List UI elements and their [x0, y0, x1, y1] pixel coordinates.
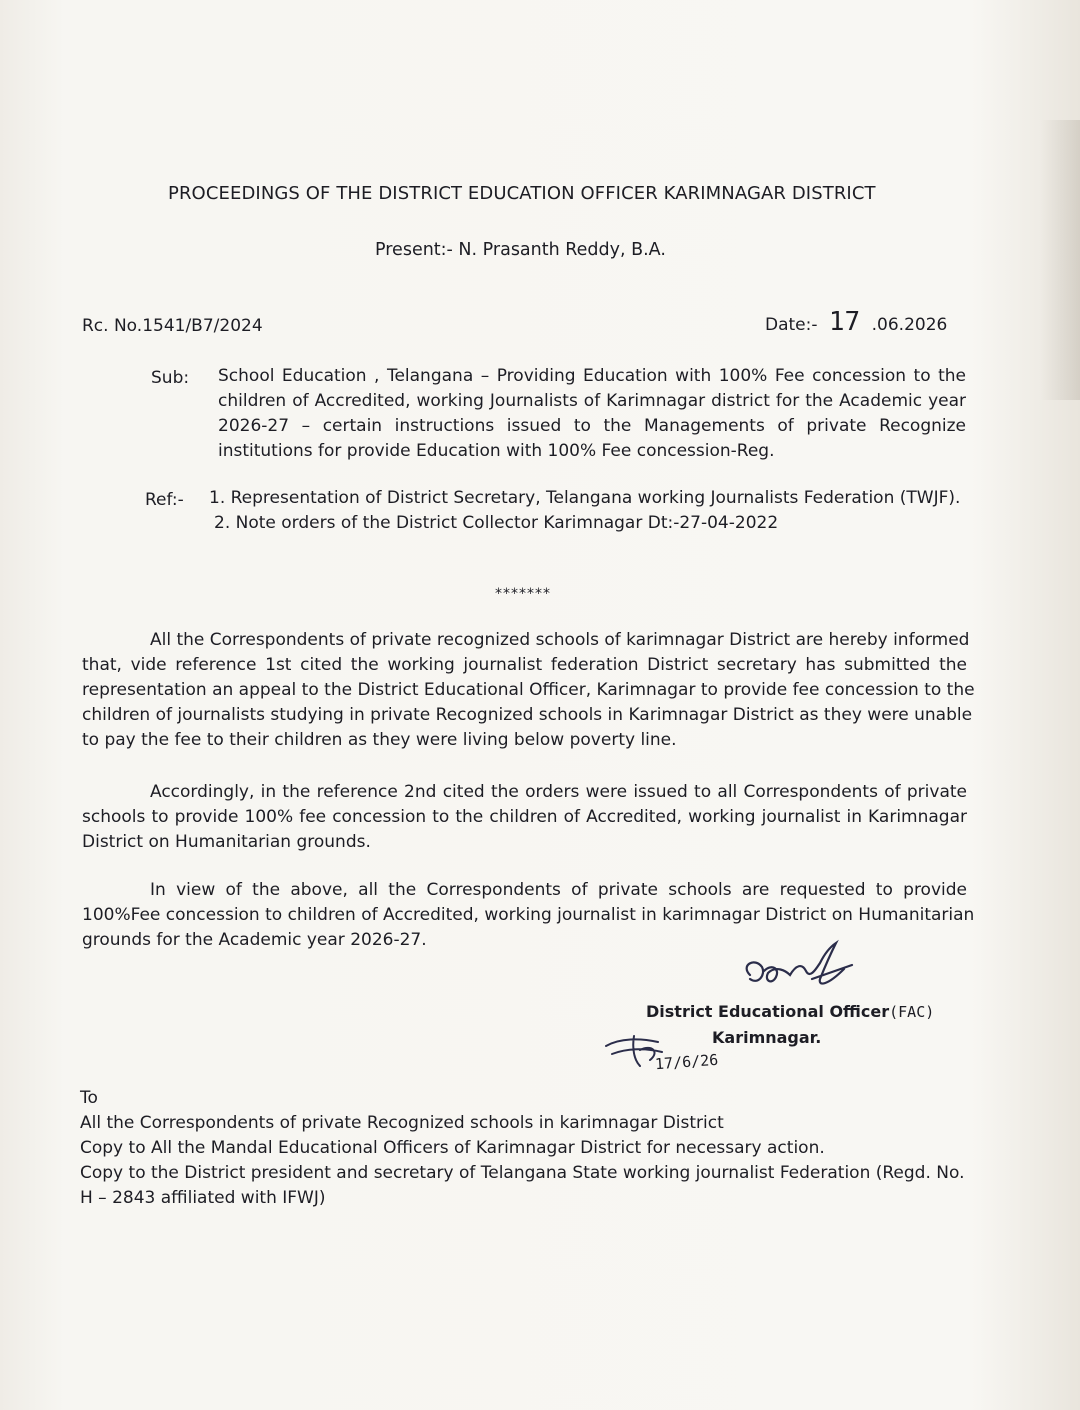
present-officer: Present:- N. Prasanth Reddy, B.A.: [375, 240, 666, 260]
paragraph-line: that, vide reference 1st cited the working journalist federation District secretary has submitted the: [82, 655, 967, 675]
document-date: [765, 307, 948, 337]
paragraph-line: schools to provide 100% fee concession to the children of Accredited, working journalist in Karimnagar: [82, 807, 967, 827]
paragraph-line: 100%Fee concession to children of Accredited, working journalist in karimnagar District on Humanitarian: [82, 905, 975, 925]
distribution-line: Copy to All the Mandal Educational Officers of Karimnagar District for necessary action.: [80, 1138, 825, 1158]
date-day-handwritten: 17: [828, 307, 861, 337]
date-prefix: Date:-: [765, 315, 818, 335]
subject-line: children of Accredited, working Journalists of Karimnagar district for the Academic year: [218, 391, 966, 411]
date-month-year: .06.2026: [871, 315, 948, 335]
distribution-line: Copy to the District president and secretary of Telangana State working journalist Federation (Regd. No.: [80, 1163, 965, 1183]
subject-line: institutions for provide Education with 100% Fee concession-Reg.: [218, 441, 775, 461]
subject-label: Sub:: [151, 368, 190, 388]
section-separator: *******: [495, 586, 551, 602]
paragraph-line: Accordingly, in the reference 2nd cited the orders were issued to all Correspondents of private: [150, 782, 967, 802]
paragraph-line: representation an appeal to the District Educational Officer, Karimnagar to provide fee concession to the: [82, 680, 975, 700]
paragraph-line: In view of the above, all the Correspondents of private schools are requested to provide: [150, 880, 967, 900]
officer-place: Karimnagar.: [712, 1028, 822, 1047]
designation-text: District Educational Officer: [646, 1002, 890, 1021]
paragraph-line: grounds for the Academic year 2026-27.: [82, 930, 427, 950]
subject-line: 2026-27 – certain instructions issued to the Managements of private Recognize: [218, 416, 966, 436]
distribution-line: All the Correspondents of private Recognized schools in karimnagar District: [80, 1113, 724, 1133]
references-label: Ref:-: [145, 490, 184, 510]
reference-item: 2. Note orders of the District Collector Karimnagar Dt:-27-04-2022: [214, 513, 779, 533]
paragraph-line: All the Correspondents of private recognized schools of karimnagar District are hereby informed: [150, 630, 970, 650]
body-paragraph-2: [82, 780, 967, 855]
initials-date-handwritten: 17/6/26: [654, 1050, 719, 1074]
distribution-line: H – 2843 affiliated with IFWJ): [80, 1188, 326, 1208]
references-list: [209, 486, 960, 536]
page-edge-shadow: [1040, 120, 1080, 400]
paragraph-line: children of journalists studying in private Recognized schools in Karimnagar District as they were unable: [82, 705, 973, 725]
subject-line: School Education , Telangana – Providing Education with 100% Fee concession to the: [218, 366, 966, 386]
paragraph-line: to pay the fee to their children as they were living below poverty line.: [82, 730, 677, 750]
officer-designation: [646, 1000, 934, 1024]
reference-number: Rc. No.1541/B7/2024: [82, 316, 263, 336]
reference-item: 1. Representation of District Secretary, Telangana working Journalists Federation (TWJF).: [209, 488, 961, 508]
paragraph-line: District on Humanitarian grounds.: [82, 832, 371, 852]
body-paragraph-1: [82, 628, 975, 753]
distribution-line: To: [80, 1088, 98, 1108]
distribution-list: [80, 1086, 965, 1211]
proceedings-title: PROCEEDINGS OF THE DISTRICT EDUCATION OFFICER KARIMNAGAR DISTRICT: [168, 183, 876, 204]
designation-handwritten-note: (FAC): [889, 1003, 935, 1021]
subject-text: [218, 364, 966, 464]
officer-signature: [720, 935, 870, 1010]
